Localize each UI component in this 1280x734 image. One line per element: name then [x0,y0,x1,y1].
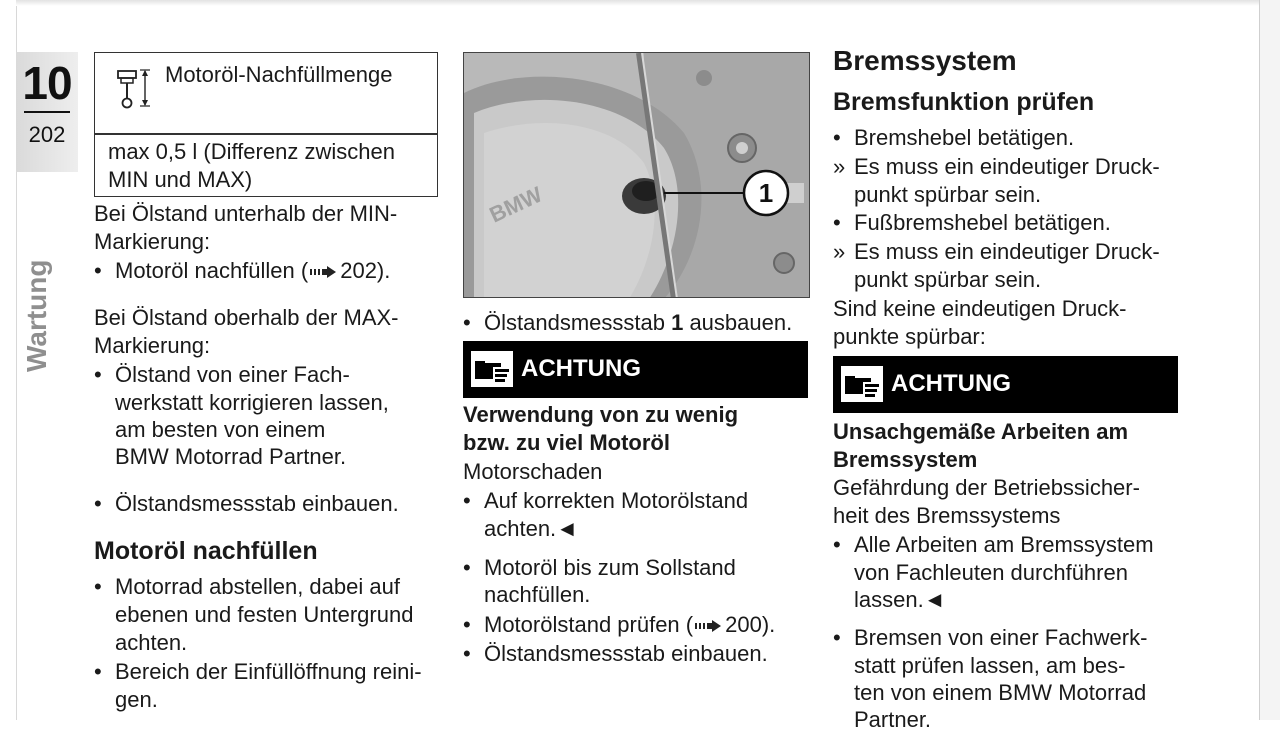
bullet-marker: • [833,125,841,150]
engine-illustration [464,53,810,298]
warning-title-line2: bzw. zu viel Motoröl [463,430,670,455]
list-item-text: lassen.◄ [854,587,946,612]
list-item-text: Bereich der Einfüllöffnung reini- [115,659,422,684]
warning-hand-icon [471,351,513,387]
list-item-text: werkstatt korrigieren lassen, [115,390,389,415]
bullet-marker: • [463,555,471,580]
bullet-marker: • [94,574,102,599]
list-item-text: statt prüfen lassen, am bes- [854,653,1126,678]
oil-capacity-value-line2: MIN und MAX) [108,167,253,192]
list-item-text: Partner. [854,707,932,732]
warning-label: ACHTUNG [521,355,641,382]
list-item-text: Auf korrekten Motorölstand [484,488,749,513]
viewer-top-edge [16,0,1259,6]
list-item-text: Ölstandsmessstab einbauen. [484,641,768,666]
list-item-text: am besten von einem [115,417,326,442]
oil-capacity-value-line1: max 0,5 l (Differenz zwischen [108,139,395,164]
result-text: punkt spürbar sein. [854,267,1042,292]
callout-number: 1 [758,178,774,208]
paragraph-below-min-line2: Markierung: [94,229,211,254]
bullet-marker: • [463,612,471,637]
list-item-text: ausbauen. [683,310,793,335]
page-reference-arrow-icon [695,619,723,633]
paragraph-no-pressure-line1: Sind keine eindeutigen Druck- [833,296,1127,321]
bullet-marker: • [463,310,471,335]
page-number: 202 [28,122,66,147]
paragraph-above-max-line1: Bei Ölstand oberhalb der MAX- [94,305,399,330]
result-marker: » [833,154,846,179]
chapter-number: 10 [22,57,72,109]
list-item-text: Motorrad abstellen, dabei auf [115,574,400,599]
list-item-text: achten.◄ [484,516,578,541]
warning-label: ACHTUNG [891,370,1011,397]
brand-emboss: BMW [485,181,546,228]
list-item-text: Fußbremshebel betätigen. [854,210,1111,235]
viewer-scrollbar[interactable] [1259,0,1280,720]
bullet-marker: • [94,258,102,283]
result-text: punkt spürbar sein. [854,182,1042,207]
section-heading-brake-system: Bremssystem [833,45,1017,76]
list-item-text: Ölstand von einer Fach- [115,362,350,387]
chapter-divider [24,111,70,113]
warning-description-line1: Gefährdung der Betriebssicher- [833,475,1140,500]
paragraph-below-min-line1: Bei Ölstand unterhalb der MIN- [94,201,398,226]
warning-banner [833,356,1178,413]
section-heading-oil-refill: Motoröl nachfüllen [94,537,318,565]
bullet-marker: • [833,210,841,235]
warning-title-line1: Verwendung von zu wenig [463,402,739,427]
bullet-marker: • [94,491,102,516]
page-reference-link[interactable]: 202). [340,258,391,283]
list-item-text: Bremshebel betätigen. [854,125,1075,150]
list-item-text: Motoröl bis zum Sollstand [484,555,736,580]
list-item-text: Alle Arbeiten am Bremssystem [854,532,1154,557]
box-divider [95,133,437,135]
list-item-text: ebenen und festen Untergrund [115,602,414,627]
bullet-marker: • [463,488,471,513]
list-item-text: ten von einem BMW Motorrad [854,680,1147,705]
page-reference-link[interactable]: 200). [725,612,776,637]
paragraph-above-max-line2: Markierung: [94,333,211,358]
result-marker: » [833,239,846,264]
engine-photo [463,52,810,298]
list-item-text: gen. [115,687,158,712]
warning-description-line2: heit des Bremssystems [833,503,1061,528]
result-text: Es muss ein eindeutiger Druck- [854,154,1160,179]
warning-consequence: Motorschaden [463,459,603,484]
list-item-text: achten. [115,630,188,655]
oil-dipstick-icon [115,67,153,111]
bullet-marker: • [94,659,102,684]
bullet-marker: • [94,362,102,387]
list-item-text: BMW Motorrad Partner. [115,444,347,469]
list-item-text: Motoröl nachfüllen ( [115,258,309,283]
section-side-label: Wartung [21,259,52,372]
warning-hand-icon [841,366,883,402]
paragraph-no-pressure-line2: punkte spürbar: [833,324,986,349]
list-item-text: Motorölstand prüfen ( [484,612,694,637]
bullet-marker: • [463,641,471,666]
list-item-text: nachfüllen. [484,582,591,607]
page-reference-arrow-icon [310,265,338,279]
viewer-left-margin [0,0,17,720]
bullet-marker: • [833,625,841,650]
warning-title-line2: Bremssystem [833,447,978,472]
list-item-text: Ölstandsmessstab einbauen. [115,491,399,516]
warning-title-line1: Unsachgemäße Arbeiten am [833,419,1129,444]
oil-capacity-box [94,52,438,197]
chapter-tab [16,52,78,172]
result-text: Es muss ein eindeutiger Druck- [854,239,1160,264]
warning-banner [463,341,808,398]
list-item-text: von Fachleuten durchführen [854,560,1128,585]
item-reference-number: 1 [671,310,684,335]
oil-capacity-title: Motoröl-Nachfüllmenge [165,62,393,87]
list-item-text: Bremsen von einer Fachwerk- [854,625,1148,650]
list-item-text: Ölstandsmessstab [484,310,672,335]
bullet-marker: • [833,532,841,557]
subsection-heading-brake-check: Bremsfunktion prüfen [833,88,1095,116]
